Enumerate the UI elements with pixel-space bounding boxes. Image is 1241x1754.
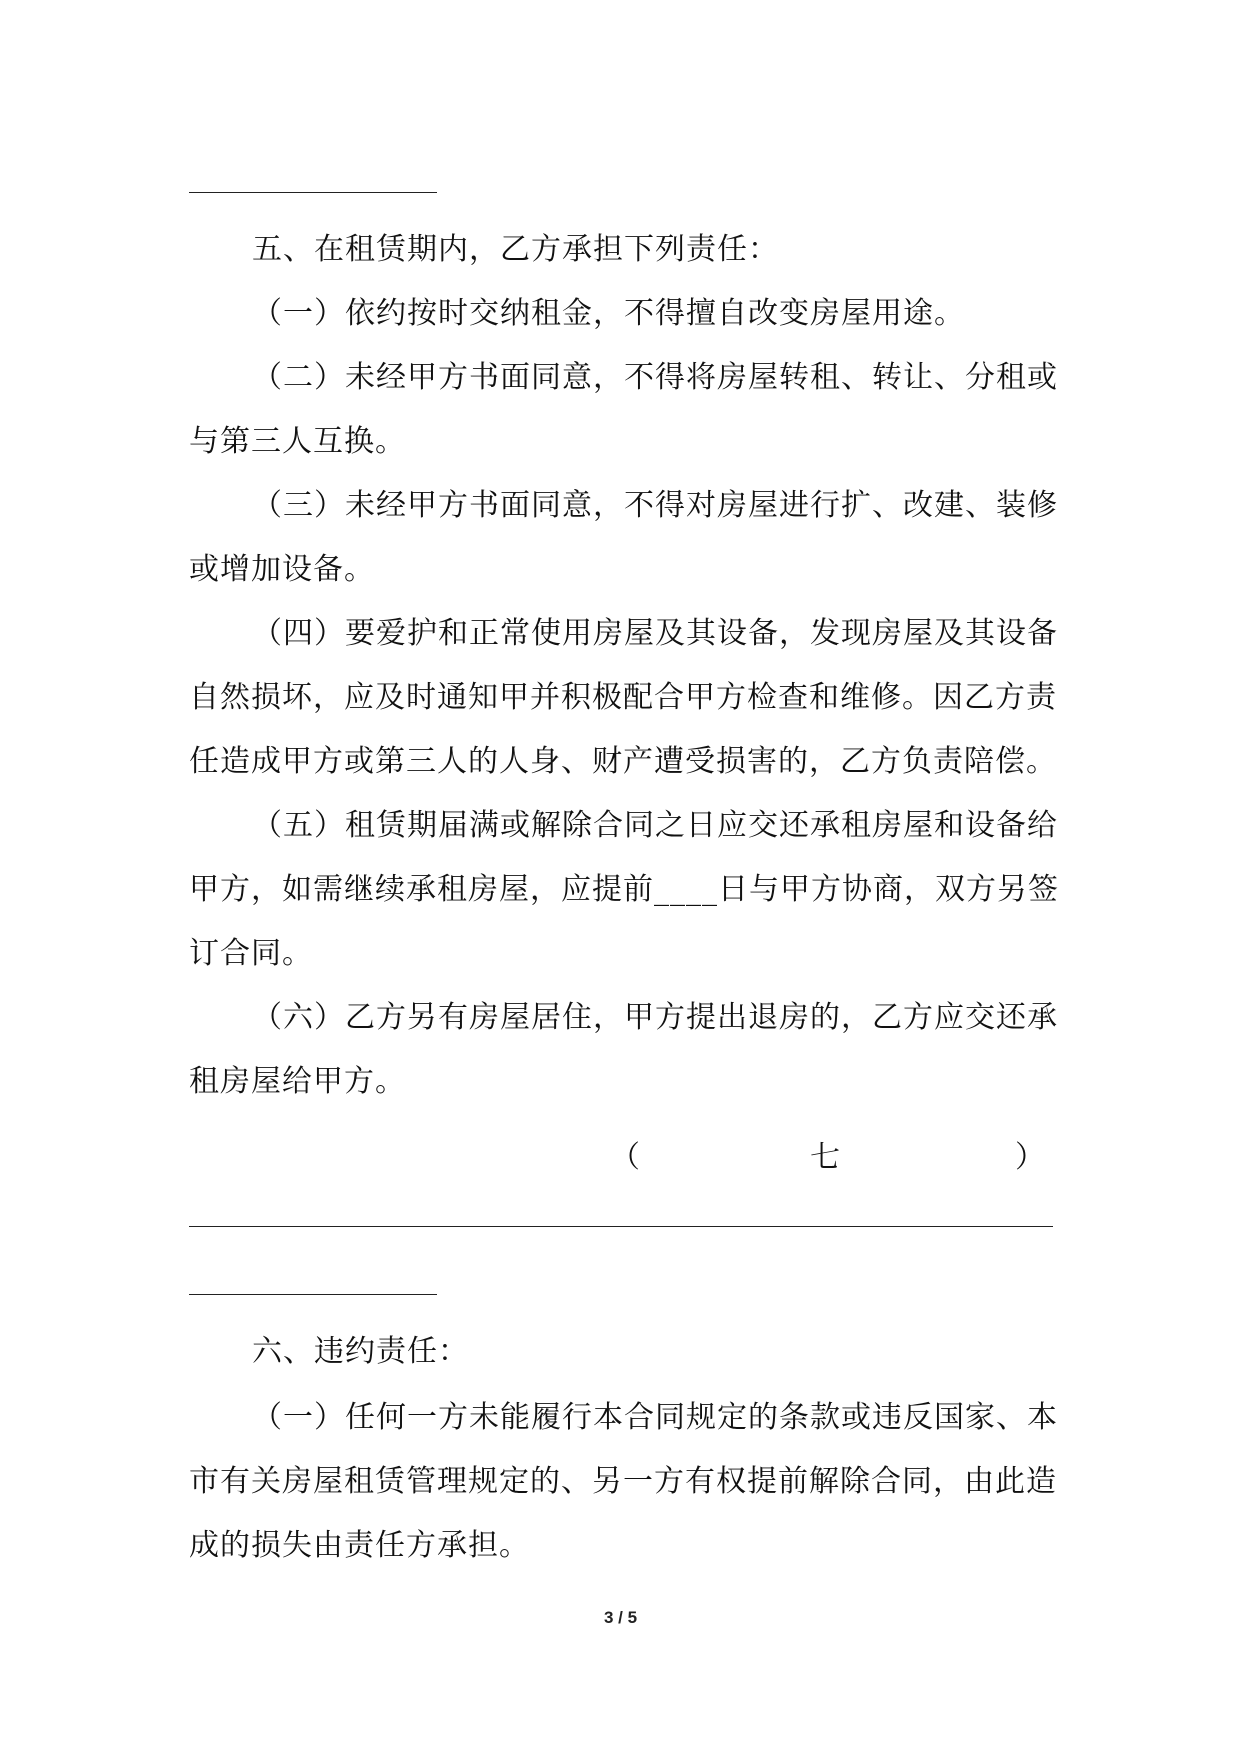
paragraph-line: 甲方，如需继续承租房屋，应提前____日与甲方协商，双方另签	[189, 872, 1059, 907]
paren-number: 七	[810, 1140, 840, 1175]
blank-underline-long	[189, 1226, 1053, 1227]
paragraph-line: （一）依约按时交纳租金，不得擅自改变房屋用途。	[252, 296, 965, 331]
paren-close: ）	[1015, 1140, 1045, 1175]
paragraph-line: 市有关房屋租赁管理规定的、另一方有权提前解除合同，由此造	[189, 1464, 1057, 1499]
paragraph-line: 成的损失由责任方承担。	[189, 1528, 530, 1563]
paragraph-line: （一）任何一方未能履行本合同规定的条款或违反国家、本	[252, 1400, 1058, 1435]
section-6-heading: 六、违约责任：	[252, 1334, 469, 1369]
paragraph-line: 自然损坏，应及时通知甲并积极配合甲方检查和维修。因乙方责	[189, 680, 1057, 715]
blank-underline	[189, 192, 437, 193]
page-number: 3 / 5	[603, 1608, 638, 1627]
paren-open: （	[610, 1140, 640, 1175]
paragraph-line: （三）未经甲方书面同意，不得对房屋进行扩、改建、装修	[252, 488, 1058, 523]
paragraph-line: （二）未经甲方书面同意，不得将房屋转租、转让、分租或	[252, 360, 1058, 395]
section-5-heading: 五、在租赁期内，乙方承担下列责任：	[252, 232, 779, 267]
paragraph-line: 任造成甲方或第三人的人身、财产遭受损害的，乙方负责陪偿。	[189, 744, 1057, 779]
paragraph-line: 订合同。	[189, 936, 313, 971]
paragraph-line: （四）要爱护和正常使用房屋及其设备，发现房屋及其设备	[252, 616, 1058, 651]
paragraph-line: 或增加设备。	[189, 552, 375, 587]
paragraph-line: 租房屋给甲方。	[189, 1064, 406, 1099]
paragraph-line: （五）租赁期届满或解除合同之日应交还承租房屋和设备给	[252, 808, 1058, 843]
blank-underline	[189, 1294, 437, 1295]
paragraph-line: 与第三人互换。	[189, 424, 406, 459]
paragraph-line: （六）乙方另有房屋居住，甲方提出退房的，乙方应交还承	[252, 1000, 1058, 1035]
